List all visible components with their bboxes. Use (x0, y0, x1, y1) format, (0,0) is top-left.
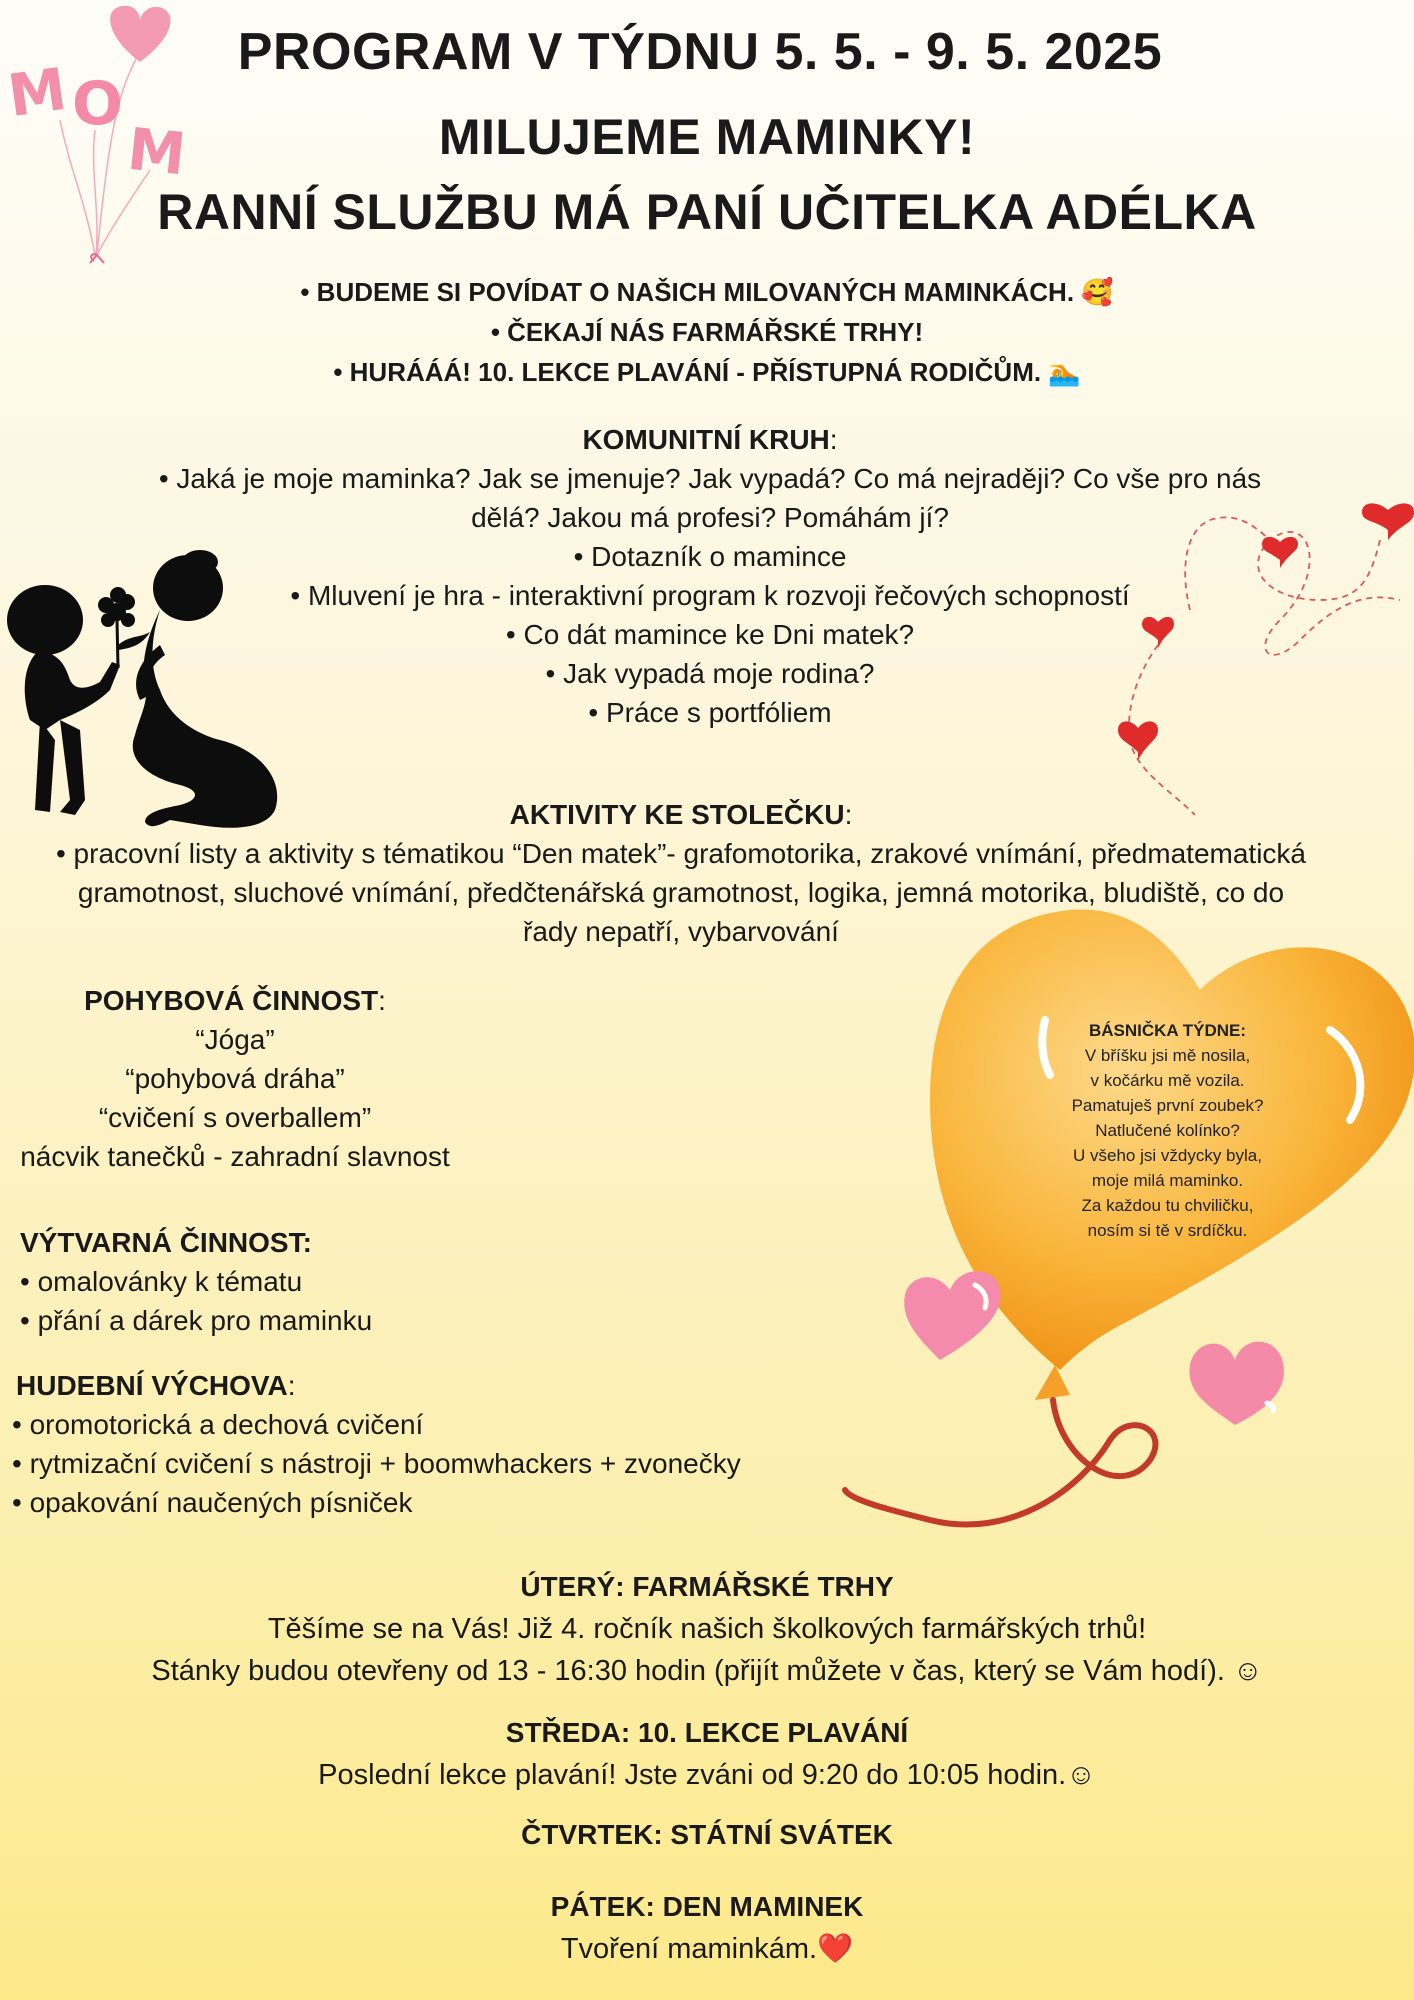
komunitni-item: dělá? Jakou má profesi? Pomáhám jí? (471, 502, 949, 533)
poem-line: U všeho jsi vždycky byla, (1073, 1146, 1262, 1165)
komunitni-kruh-title: KOMUNITNÍ KRUH: (582, 424, 838, 455)
pohybova-section (0, 981, 470, 1176)
balloon-letter-m2: M (124, 114, 189, 189)
utery-line2: Stánky budou otevřeny od 13 - 16:30 hodin (přijít můžete v čas, který se Vám hodí). ☺ (151, 1655, 1263, 1687)
pohybova-item: “Jóga” (195, 1024, 275, 1055)
pink-heart-icon (900, 1260, 1010, 1370)
patek-title: PÁTEK: DEN MAMINEK (550, 1891, 864, 1922)
stolecek-section (0, 795, 1362, 951)
poem-line: V bříšku jsi mě nosila, (1084, 1046, 1251, 1065)
poem-line: Pamatuješ první zoubek? (1071, 1096, 1264, 1115)
hudebni-section (12, 1366, 741, 1522)
poem-line: Za každou tu chviličku, (1081, 1196, 1254, 1215)
hudebni-title: HUDEBNÍ VÝCHOVA: (16, 1370, 296, 1401)
pohybova-item: “cvičení s overballem” (98, 1102, 372, 1133)
subtitle-milujeme: MILUJEME MAMINKY! (438, 109, 976, 165)
komunitni-item: • Co dát mamince ke Dni matek? (505, 619, 915, 650)
komunitni-item: • Mluvení je hra - interaktivní program k rozvoji řečových schopností (290, 580, 1130, 611)
poem-title: BÁSNIČKA TÝDNE: (1088, 1021, 1247, 1040)
poem-box (1030, 1018, 1305, 1243)
pink-heart-icon-2 (1185, 1325, 1290, 1430)
poem-line: moje milá maminko. (1091, 1171, 1244, 1190)
hudebni-item: • opakování naučených písniček (12, 1487, 413, 1518)
poem-line: Natlučené kolínko? (1095, 1121, 1240, 1140)
vytvarna-item: • omalovánky k tématu (20, 1266, 303, 1297)
pohybova-item: “pohybová dráha” (125, 1063, 345, 1094)
highlight-item: • HURÁÁÁ! 10. LEKCE PLAVÁNÍ - PŘÍSTUPNÁ RODIČŮM. 🏊 (333, 357, 1081, 387)
highlight-item: • ČEKAJÍ NÁS FARMÁŘSKÉ TRHY! (490, 317, 924, 347)
highlights-list (0, 272, 1414, 392)
day-ctvrtek (0, 1814, 1414, 1856)
poem-line: nosím si tě v srdíčku. (1087, 1221, 1248, 1240)
page-title: PROGRAM V TÝDNU 5. 5. - 9. 5. 2025 (237, 23, 1163, 81)
balloon-letter-o: O (72, 69, 124, 139)
vytvarna-section (20, 1223, 372, 1340)
komunitni-kruh-section (110, 420, 1310, 732)
streda-line1: Poslední lekce plavání! Jste zváni od 9:20 do 10:05 hodin.☺ (318, 1759, 1096, 1791)
stolecek-line: gramotnost, sluchové vnímání, předčtenářská gramotnost, logika, jemná motorika, bludiště, co do (77, 877, 1285, 908)
day-utery (0, 1566, 1414, 1692)
pohybova-item: nácvik tanečků - zahradní slavnost (20, 1141, 450, 1172)
poem-line: v kočárku mě vozila. (1090, 1071, 1245, 1090)
vytvarna-item: • přání a dárek pro maminku (20, 1305, 373, 1336)
balloon-letter-m1: M (3, 54, 71, 131)
komunitni-item: • Dotazník o mamince (573, 541, 847, 572)
utery-title: ÚTERÝ: FARMÁŘSKÉ TRHY (520, 1571, 894, 1602)
day-streda (0, 1712, 1414, 1796)
vytvarna-title: VÝTVARNÁ ČINNOST: (20, 1227, 312, 1258)
stolecek-line: řady nepatří, vybarvování (523, 916, 839, 947)
streda-title: STŘEDA: 10. LEKCE PLAVÁNÍ (505, 1717, 909, 1748)
utery-line1: Těšíme se na Vás! Již 4. ročník našich školkových farmářských trhů! (267, 1613, 1147, 1645)
komunitni-item: • Práce s portfóliem (588, 697, 832, 728)
stolecek-line: • pracovní listy a aktivity s tématikou “Den matek”- grafomotorika, zrakové vnímání, předmatematická (55, 838, 1307, 869)
pohybova-title: POHYBOVÁ ČINNOST: (84, 985, 386, 1016)
highlight-item: • BUDEME SI POVÍDAT O NAŠICH MILOVANÝCH MAMINKÁCH. 🥰 (300, 277, 1114, 307)
patek-line1: Tvoření maminkám.❤️ (560, 1933, 854, 1965)
komunitni-item: • Jak vypadá moje rodina? (545, 658, 875, 689)
day-patek (0, 1886, 1414, 1970)
hudebni-item: • oromotorická a dechová cvičení (12, 1409, 424, 1440)
subtitle-ranni-sluzba: RANNÍ SLUŽBU MÁ PANÍ UČITELKA ADÉLKA (157, 184, 1257, 240)
ctvrtek-title: ČTVRTEK: STÁTNÍ SVÁTEK (521, 1819, 893, 1850)
komunitni-item: • Jaká je moje maminka? Jak se jmenuje? Jak vypadá? Co má nejraději? Co vše pro nás (158, 463, 1262, 494)
hudebni-item: • rytmizační cvičení s nástroji + boomwhackers + zvonečky (12, 1448, 741, 1479)
stolecek-title: AKTIVITY KE STOLEČKU: (509, 799, 853, 830)
